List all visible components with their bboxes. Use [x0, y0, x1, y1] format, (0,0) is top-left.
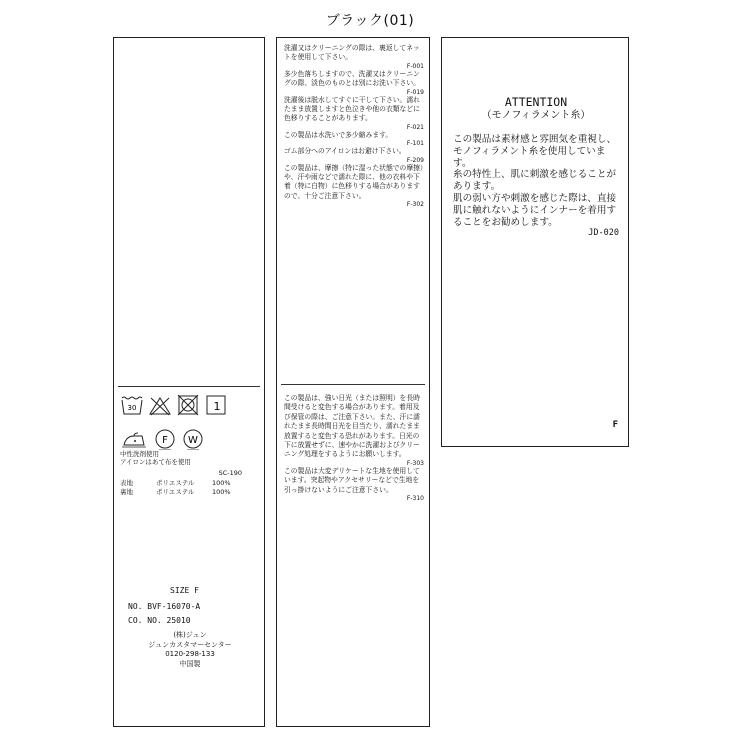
fabric-part: 裏地 — [120, 488, 133, 496]
wash-30-icon — [120, 394, 144, 416]
instruction-text: この製品は、強い日光（または照明）を長時間受けると変色する場合があります。着用及び保管の際は、ご注意下さい。また、汗に濡れたまま長時間日光を目当たり、濡れたまま放置すると変色する恐れがあります。日光の下に放置せずに、速やかに洗濯およびクリーニング処理をするようにお願いします。 — [284, 394, 420, 459]
instruction-code: F-021 — [406, 123, 424, 131]
wet-clean-w-text: W — [188, 435, 198, 446]
iron-low-icon — [120, 430, 148, 448]
maker-origin: 中国製 — [179, 659, 201, 668]
instruction-code: F-302 — [406, 201, 424, 209]
care-instructions-bottom — [284, 394, 424, 502]
instruction-text: 洗濯後は脱水してすぐに干して下さい。濡れたまま放置しますと色泣きや他の衣類などに色移りすることがあります。 — [284, 95, 420, 123]
attention-letter: F — [612, 420, 618, 430]
attention-paragraph: この製品は素材感と雰囲気を重視し、モノフィラメント糸を使用しています。 — [453, 134, 617, 169]
attention-paragraph: 肌の弱い方や刺激を感じた際は、直接肌に触れないようにインナーを着用することをお勧めします。 — [453, 192, 617, 228]
maker-company: (株)ジュン — [173, 631, 207, 639]
co-no: CO. NO. 25010 — [128, 616, 191, 625]
care-instructions-top — [284, 44, 424, 208]
care-notes — [120, 450, 260, 466]
size-label: SIZE F — [170, 586, 199, 595]
fabric-percent: 100% — [212, 488, 231, 496]
attention-code: JD-020 — [588, 228, 619, 239]
instruction-code: F-019 — [406, 88, 424, 96]
fabric-row — [120, 479, 260, 488]
care-label-left — [113, 37, 265, 727]
fabric-percent: 100% — [212, 479, 231, 487]
divider — [118, 386, 260, 387]
product-no: NO. BVF-16070-A — [128, 602, 201, 611]
page-title: ブラック(01) — [325, 13, 415, 29]
instruction-text: 洗濯又はクリーニングの際は、裏返してネットを使用して下さい。 — [284, 44, 420, 62]
attention-title: ATTENTION — [504, 95, 568, 109]
instruction-text: 多少色落ちしますので、洗濯又はクリーニングの際、淡色のものとは別にお洗い下さい。 — [284, 69, 420, 88]
fabric-material: ポリエステル — [156, 479, 195, 487]
instruction-text: この製品は水洗いで多少縮みます。 — [284, 130, 393, 139]
care-label-middle — [276, 37, 430, 727]
divider — [281, 384, 425, 385]
fabric-row — [120, 488, 260, 497]
instruction-code: F-310 — [406, 495, 424, 503]
instruction-text: この製品は大変デリケートな生地を使用しています。突起物やアクセサリーなどで生地を引っ掛けないようにご注意下さい。 — [284, 466, 420, 494]
instruction-code: F-303 — [406, 459, 424, 467]
line-dry-icon — [204, 394, 228, 416]
instruction-code: F-209 — [406, 156, 424, 164]
note-code: SC-190 — [218, 469, 242, 477]
wash-temp-text: 30 — [127, 404, 137, 412]
no-bleach-icon — [148, 394, 172, 416]
instruction-text: ゴム部分へのアイロンはお避け下さい。 — [284, 147, 406, 156]
care-symbols-row-2 — [120, 428, 204, 450]
wet-clean-w-icon — [182, 428, 204, 450]
attention-body — [453, 134, 619, 240]
dry-clean-f-icon — [154, 428, 176, 450]
care-symbols-row-1 — [120, 394, 228, 416]
dry-clean-f-text: F — [162, 435, 168, 446]
instruction-text: この製品は、摩擦（特に湿った状態での摩擦）や、汗や雨などで濡れた際に、他の衣料や下着（特に白物）に色移りする場合がありますので、十分ご注意下さい。 — [284, 163, 424, 200]
line-dry-text: 1 — [213, 400, 221, 413]
note-line-1: 中性洗剤使用 — [120, 450, 159, 458]
fabric-material: ポリエステル — [156, 488, 195, 496]
maker-info — [114, 631, 266, 669]
attention-paragraph: 糸の特性上、肌に刺激を感じることがあります。 — [453, 169, 617, 193]
no-tumble-dry-icon — [176, 394, 200, 416]
attention-subtitle: （モノフィラメント糸） — [481, 110, 591, 121]
fabric-part: 表地 — [120, 479, 133, 487]
maker-center: ジュンカスタマーセンター — [148, 640, 232, 649]
attention-label — [441, 37, 629, 447]
instruction-code: F-001 — [406, 62, 424, 70]
note-line-2: アイロンはあて布を使用 — [120, 458, 191, 466]
instruction-code: F-101 — [406, 140, 424, 148]
maker-phone: 0120-298-133 — [165, 650, 215, 658]
product-numbers — [128, 600, 200, 628]
fabric-composition — [120, 479, 260, 497]
